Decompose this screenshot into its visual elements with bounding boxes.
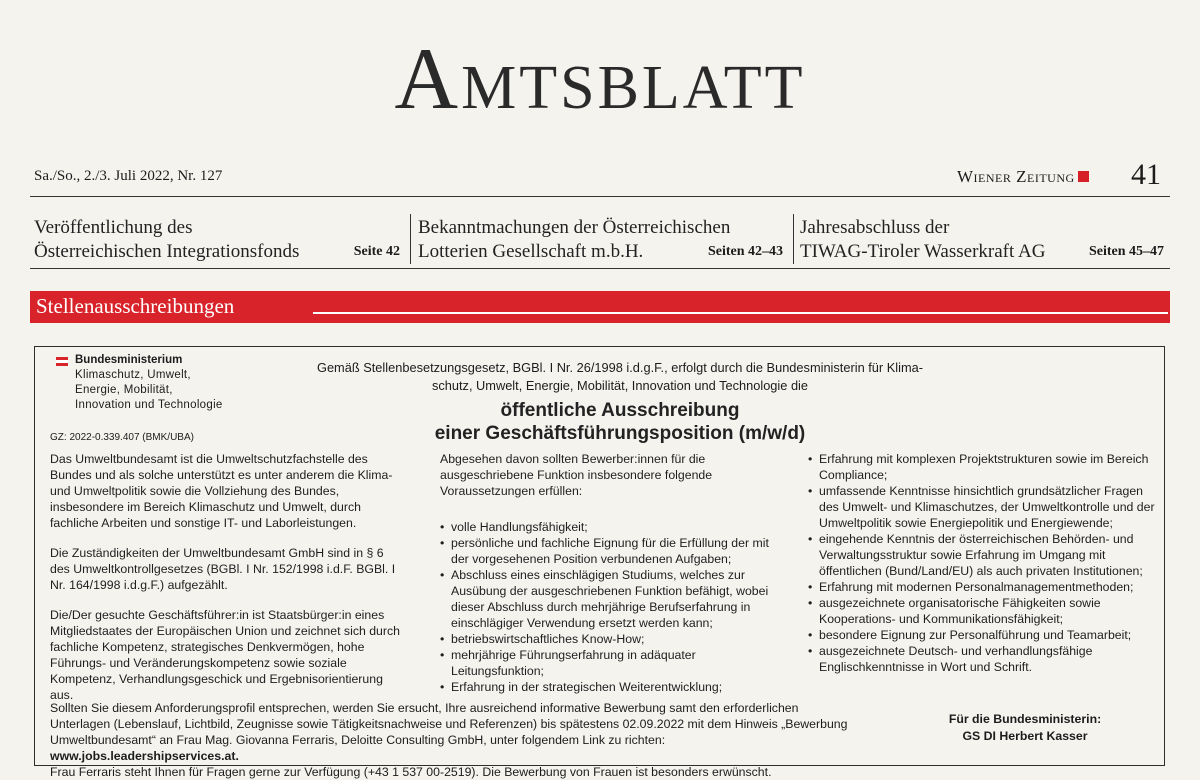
page-number: 41 xyxy=(1131,158,1161,191)
list-item: • Abschluss eines einschlägigen Studiums, welches zur Ausübung der ausgeschriebenen Funktion befähigt, wobei dieser Abschluss durch mehrjährige Berufserfahrung in einschlägiger Verwendung ersetzt werden kann; xyxy=(440,567,785,631)
section-banner xyxy=(30,291,1170,323)
ministry-logo-name: Bundesministerium xyxy=(75,354,183,366)
logo-line: Klimaschutz, Umwelt, xyxy=(75,369,191,381)
list-item: • eingehende Kenntnis der österreichischen Behörden- und Verwaltungsstruktur sowie Erfahrung im Umgang mit öffentlichen (Bund/Land/EU) als auch privaten Institutionen; xyxy=(808,531,1160,579)
teaser-title-line2: Österreichischen Integrationsfonds xyxy=(34,241,300,262)
teaser-page: Seiten 42–43 xyxy=(707,244,783,259)
section-underline xyxy=(313,312,1168,314)
header-rule-bottom xyxy=(30,268,1170,269)
signature-title: Für die Bundesministerin: xyxy=(948,712,1102,726)
requirements-list xyxy=(440,519,785,695)
section-title: Stellenausschreibungen xyxy=(36,294,235,318)
list-item: • mehrjährige Führungserfahrung in adäquater Leitungsfunktion; xyxy=(440,647,785,679)
signature-name: GS DI Herbert Kasser xyxy=(962,729,1088,743)
list-item: • umfassende Kenntnisse hinsichtlich grundsätzlicher Fragen des Umwelt- und Klimaschutzes, der Umweltkontrolle und der Umweltpolitik sowie Energiepolitik und Energiewende; xyxy=(808,483,1160,531)
teaser-integrationsfonds[interactable] xyxy=(34,216,406,264)
headline-line: öffentliche Ausschreibung xyxy=(500,400,740,421)
list-item: • Erfahrung mit modernen Personalmanagementmethoden; xyxy=(808,579,1160,595)
teaser-divider xyxy=(793,214,794,264)
teaser-page: Seiten 45–47 xyxy=(1088,244,1164,259)
list-item: • Erfahrung mit komplexen Projektstrukturen sowie im Bereich Compliance; xyxy=(808,451,1160,483)
ad-intro xyxy=(300,359,940,395)
ad-column-1 xyxy=(50,451,400,717)
teaser-divider xyxy=(410,214,411,264)
requirements-list-continued xyxy=(808,451,1160,675)
body-paragraph: Die/Der gesuchte Geschäftsführer:in ist Staatsbürger:in eines Mitgliedstaates der Europäischen Union und zeichnet sich durch fachliche Kompetenz, strategisches Denkvermögen, hohe Führungs- und Veränderungskompetenz sowie soziale Kompetenz, Verhandlungsgeschick und Ergebnisorientierung aus. xyxy=(50,608,400,702)
headline-line: einer Geschäftsführungsposition (m/w/d) xyxy=(434,423,806,444)
teaser-lotterien[interactable] xyxy=(418,216,789,264)
masthead-title: Amtsblatt xyxy=(394,31,806,128)
application-instructions xyxy=(50,700,850,780)
teaser-title-line1: Jahresabschluss der xyxy=(800,217,950,238)
logo-line: Innovation und Technologie xyxy=(75,399,223,411)
ad-column-2 xyxy=(440,451,785,695)
signature-block xyxy=(900,711,1150,745)
teaser-title-line1: Veröffentlichung des xyxy=(34,217,193,238)
reference-number: GZ: 2022-0.339.407 (BMK/UBA) xyxy=(50,432,194,443)
teaser-page: Seite 42 xyxy=(353,244,400,259)
ministry-logo-subtitle xyxy=(75,368,223,413)
application-link[interactable]: www.jobs.leadershipservices.at. xyxy=(50,749,239,763)
body-paragraph: Die Zuständigkeiten der Umweltbundesamt GmbH sind in § 6 des Umweltkontrollgesetzes (BGBl. I Nr. 152/1998 i.d.F. BGBl. I Nr. 164/1998 i.d.g.F.) aufgezählt. xyxy=(50,546,396,592)
brand-name xyxy=(957,167,1089,187)
ad-headline xyxy=(300,399,940,445)
list-item: • Erfahrung in der strategischen Weiterentwicklung; xyxy=(440,679,785,695)
list-item: • persönliche und fachliche Eignung für die Erfüllung der mit der vorgesehenen Position verbundenen Aufgaben; xyxy=(440,535,785,567)
closing-text: Sollten Sie diesem Anforderungsprofil entsprechen, werden Sie ersucht, Ihre ausreichend informative Bewerbung samt den erforderlichen Unterlagen (Lebenslauf, Lichtbild, Zeugnisse sowie Tätigkeitsnachweise und Referenzen) bis spätestens 02.09.2022 mit dem Hinweis „Bewerbung Umweltbundesamt“ an Frau Mag. Giovanna Ferraris, Deloitte Consulting GmbH, unter folgendem Link zu richten: xyxy=(50,701,848,747)
teaser-title-line2: TIWAG-Tiroler Wasserkraft AG xyxy=(800,241,1046,262)
list-item: • volle Handlungsfähigkeit; xyxy=(440,519,785,535)
teaser-title-line1: Bekanntmachungen der Österreichischen xyxy=(418,217,731,238)
list-item: • betriebswirtschaftliches Know-How; xyxy=(440,631,785,647)
contact-line: Frau Ferraris steht Ihnen für Fragen gerne zur Verfügung (+43 1 537 00-2519). Die Bewerbung von Frauen ist besonders erwünscht. xyxy=(50,765,772,779)
list-item: • ausgezeichnete Deutsch- und verhandlungsfähige Englischkenntnisse in Wort und Schrift. xyxy=(808,643,1160,675)
requirements-intro: Abgesehen davon sollten Bewerber:innen für die ausgeschriebene Funktion insbesondere folgende Voraussetzungen erfüllen: xyxy=(440,452,713,498)
teaser-title-line2: Lotterien Gesellschaft m.b.H. xyxy=(418,241,644,262)
list-item: • besondere Eignung zur Personalführung und Teamarbeit; xyxy=(808,627,1160,643)
body-paragraph: Das Umweltbundesamt ist die Umweltschutzfachstelle des Bundes und als solche unterstützt es unter anderem die Klima- und Umweltpolitik sowie die Vollziehung des Bundes, insbesondere im Bereich Klimaschutz und Umwelt, durch fachliche Arbeiten und sonstige IT- und Laborleistungen. xyxy=(50,452,393,530)
header-rule-top xyxy=(30,196,1170,197)
teaser-tiwag[interactable] xyxy=(800,216,1170,264)
list-item: • ausgezeichnete organisatorische Fähigkeiten sowie Kooperations- und Kommunikationsfähigkeit; xyxy=(808,595,1160,627)
logo-line: Energie, Mobilität, xyxy=(75,384,173,396)
austria-flag-icon xyxy=(56,357,68,366)
brand-square-icon xyxy=(1078,171,1089,182)
intro-line: schutz, Umwelt, Energie, Mobilität, Innovation und Technologie die xyxy=(431,378,809,393)
intro-line: Gemäß Stellenbesetzungsgesetz, BGBl. I Nr. 26/1998 i.d.g.F., erfolgt durch die Bundesministerin für Klima- xyxy=(316,360,923,375)
issue-date: Sa./So., 2./3. Juli 2022, Nr. 127 xyxy=(34,168,223,184)
brand-label: Wiener Zeitung xyxy=(957,167,1075,186)
ad-column-3 xyxy=(808,451,1160,675)
